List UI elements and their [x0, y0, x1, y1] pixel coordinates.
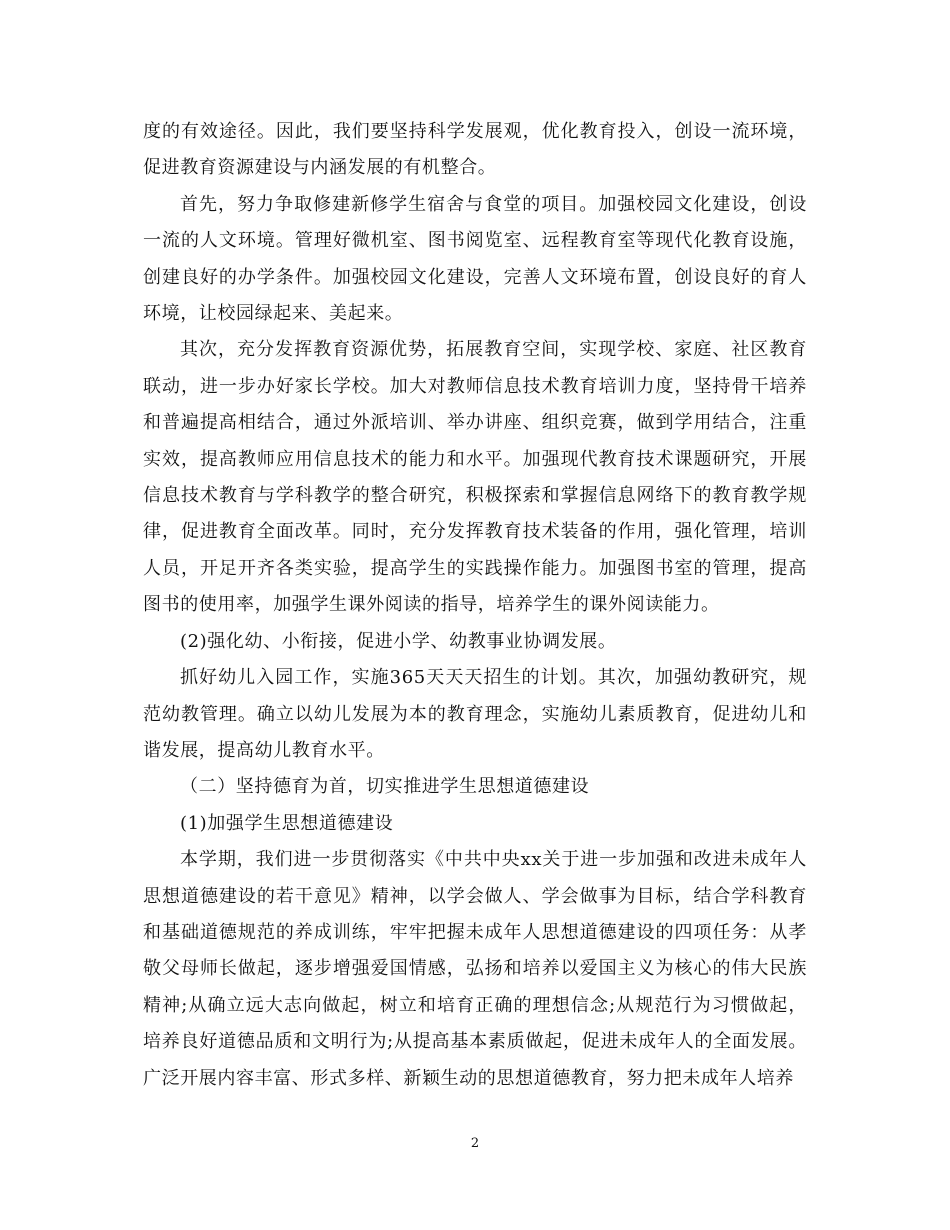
- paragraph: 度的有效途径。因此，我们要坚持科学发展观，优化教育投入，创设一流环境，促进教育资源建设与内涵发展的有机整合。: [143, 121, 807, 179]
- section-heading: （二）坚持德育为首，切实推进学生思想道德建设: [180, 776, 590, 798]
- page-number: 2: [470, 1136, 480, 1151]
- paragraph: 本学期，我们进一步贯彻落实《中共中央xx关于进一步加强和改进未成年人思想道德建设的若干意见》精神，以学会做人、学会做事为目标，结合学科教育和基础道德规范的养成训练，牢牢把握未成年人思想道德建设的四项任务：从孝敬父母师长做起，逐步增强爱国情感，弘扬和培养以爱国主义为核心的伟大民族精神;从确立远大志向做起，树立和培育正确的理想信念;从规范行为习惯做起，培养良好道德品质和文明行为;从提高基本素质做起，促进未成年人的全面发展。广泛开展内容丰富、形式多样、新颖生动的思想道德教育，努力把未成年人培养: [143, 849, 807, 1089]
- paragraph: (2)强化幼、小衔接，促进小学、幼教事业协调发展。: [180, 630, 617, 652]
- paragraph: 首先，努力争取修建新修学生宿舍与食堂的项目。加强校园文化建设，创设一流的人文环境。管理好微机室、图书阅览室、远程教育室等现代化教育设施，创建良好的办学条件。加强校园文化建设，完善人文环境布置，创设良好的育人环境，让校园绿起来、美起来。: [143, 193, 807, 325]
- paragraph: 其次，充分发挥教育资源优势，拓展教育空间，实现学校、家庭、社区教育联动，进一步办好家长学校。加大对教师信息技术教育培训力度，坚持骨干培养和普遍提高相结合，通过外派培训、举办讲座、组织竞赛，做到学用结合，注重实效，提高教师应用信息技术的能力和水平。加强现代教育技术课题研究，开展信息技术教育与学科教学的整合研究，积极探索和掌握信息网络下的教育教学规律，促进教育全面改革。同时，充分发挥教育技术装备的作用，强化管理，培训人员，开足开齐各类实验，提高学生的实践操作能力。加强图书室的管理，提高图书的使用率，加强学生课外阅读的指导，培养学生的课外阅读能力。: [143, 339, 807, 616]
- paragraph: 抓好幼儿入园工作，实施365天天天招生的计划。其次，加强幼教研究，规范幼教管理。确立以幼儿发展为本的教育理念，实施幼儿素质教育，促进幼儿和谐发展，提高幼儿教育水平。: [143, 667, 807, 761]
- subsection-heading: (1)加强学生思想道德建设: [180, 812, 394, 834]
- document-body: [143, 114, 807, 1097]
